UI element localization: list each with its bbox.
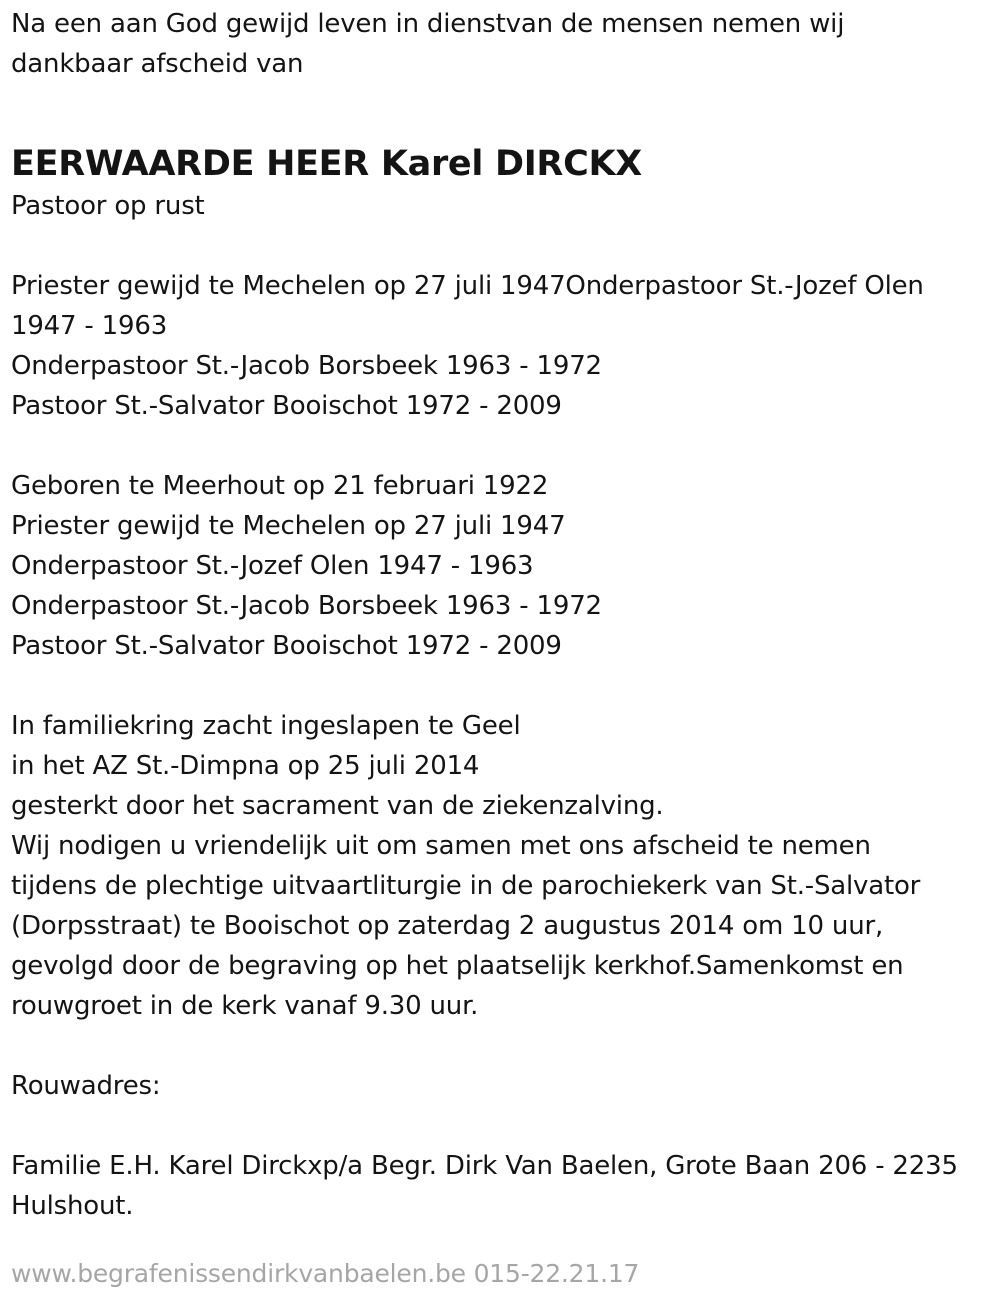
career-2-line: Pastoor St.-Salvator Booischot 1972 - 2009 (11, 631, 562, 661)
career-1-line: 1947 - 1963 (11, 311, 168, 341)
announcement-line: rouwgroet in de kerk vanaf 9.30 uur. (11, 991, 479, 1021)
spacer (11, 1026, 996, 1066)
announcement-line: gesterkt door het sacrament van de ziekenzalving. (11, 791, 664, 821)
announcement-line: In familiekring zacht ingeslapen te Geel (11, 711, 521, 741)
birth-line: Geboren te Meerhout op 21 februari 1922 (11, 471, 549, 501)
career-2-line: Priester gewijd te Mechelen op 27 juli 1947 (11, 511, 566, 541)
career-1-line: Pastoor St.-Salvator Booischot 1972 - 2009 (11, 391, 562, 421)
spacer (11, 1106, 996, 1146)
spacer (11, 426, 996, 466)
address-line-1: Familie E.H. Karel Dirckxp/a Begr. Dirk Van Baelen, Grote Baan 206 - 2235 (11, 1151, 958, 1181)
spacer (11, 226, 996, 266)
deceased-role: Pastoor op rust (11, 191, 205, 221)
career-2-line: Onderpastoor St.-Jacob Borsbeek 1963 - 1972 (11, 591, 602, 621)
address-label: Rouwadres: (11, 1071, 161, 1101)
career-block-1 (11, 266, 996, 426)
intro-line-2: dankbaar afscheid van (11, 49, 304, 79)
announcement-line: tijdens de plechtige uitvaartliturgie in de parochiekerk van St.-Salvator (11, 871, 921, 901)
address-block (11, 1146, 996, 1226)
announcement-block (11, 706, 996, 1026)
announcement-line: (Dorpsstraat) te Booischot op zaterdag 2 augustus 2014 om 10 uur, (11, 911, 884, 941)
career-1-line: Priester gewijd te Mechelen op 27 juli 1947Onderpastoor St.-Jozef Olen (11, 271, 924, 301)
footer-contact: www.begrafenissendirkvanbaelen.be 015-22.21.17 (11, 1259, 640, 1288)
spacer (11, 666, 996, 706)
announcement-line: in het AZ St.-Dimpna op 25 juli 2014 (11, 751, 480, 781)
career-1-line: Onderpastoor St.-Jacob Borsbeek 1963 - 1972 (11, 351, 602, 381)
obituary-document (11, 4, 996, 1226)
career-2-line: Onderpastoor St.-Jozef Olen 1947 - 1963 (11, 551, 534, 581)
announcement-line: Wij nodigen u vriendelijk uit om samen met ons afscheid te nemen (11, 831, 871, 861)
deceased-name-heading: EERWAARDE HEER Karel DIRCKX (11, 144, 642, 184)
career-block-2 (11, 466, 996, 666)
announcement-line: gevolgd door de begraving op het plaatselijk kerkhof.Samenkomst en (11, 951, 904, 981)
intro-line-1: Na een aan God gewijd leven in dienstvan de mensen nemen wij (11, 9, 845, 39)
address-line-2: Hulshout. (11, 1191, 134, 1221)
